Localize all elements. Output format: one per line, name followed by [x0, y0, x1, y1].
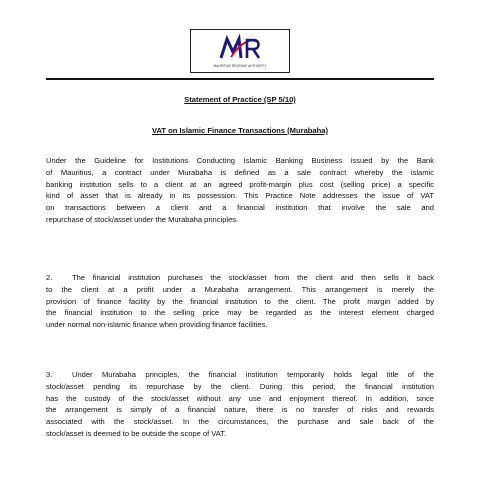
paragraph-3: [46, 369, 434, 440]
paragraph-line: has the custody of the stock/asset without any use and enjoyment thereof. In addition, since: [46, 393, 434, 403]
paragraph-line: banking institution sells to a client at an agreed profit-margin plus cost (selling price) a specific: [46, 179, 434, 189]
paragraph-line: on transactions between a client and a financial institution that involve the sale and: [46, 203, 434, 213]
paragraph-line: associated with the stock/asset. In the circumstances, the purchase and sale back of the: [46, 417, 434, 427]
paragraph-line-text: The financial institution purchases the stock/asset from the client and then sells it back: [72, 273, 434, 282]
paragraph-line: under normal non-islamic finance when providing finance facilities.: [46, 320, 268, 330]
paragraph-line: stock/asset is deemed to be outside the scope of VAT.: [46, 428, 227, 438]
paragraph-line: Under the Guideline for Institutions Conducting Islamic Banking Business issued by the Bank: [46, 156, 434, 165]
paragraph-line: provision of finance facility by the financial institution to the client. The profit margin added by: [46, 296, 434, 306]
paragraph-line: of Mauritius, a contract under Murabaha is defined as a sale contract whereby the islamic: [46, 167, 434, 177]
paragraph-number: 2.: [46, 273, 53, 282]
paragraph-line: to the client at a profit under a Murabaha arrangement. This arrangement is merely the: [46, 284, 434, 294]
mra-logo-mark: [191, 30, 289, 72]
paragraph-2: [46, 272, 434, 331]
mra-logo: [190, 29, 290, 73]
paragraph-line: the financial institution to the selling price may be regarded as the interest element charged: [46, 308, 434, 318]
paragraph-line: kind of asset that is already in its possession. This Practice Note addresses the issue of VAT: [46, 191, 434, 201]
paragraph-line: stock/asset pending its repurchase by the client. During this period, the financial institution: [46, 381, 434, 391]
logo-tagline: MAURITIUS REVENUE AUTHORITY: [213, 64, 267, 68]
header-rule: [46, 78, 434, 80]
paragraph-number: 3.: [46, 370, 53, 379]
paragraph-line: repurchase of stock/asset under the Murabaha principles.: [46, 214, 239, 224]
paragraph-line: [46, 369, 434, 381]
paragraph-line-text: Under Murabaha principles, the financial institution temporarily holds legal title of the: [72, 370, 434, 379]
statement-subject: VAT on Islamic Finance Transactions (Murabaha): [151, 126, 329, 135]
statement-title: Statement of Practice (SP 5/10): [184, 95, 296, 104]
paragraph-line: [46, 272, 434, 284]
paragraph-1: [46, 155, 434, 226]
paragraph-line: the arrangement is simply of a financial nature, there is no transfer of risks and rewards: [46, 405, 434, 415]
